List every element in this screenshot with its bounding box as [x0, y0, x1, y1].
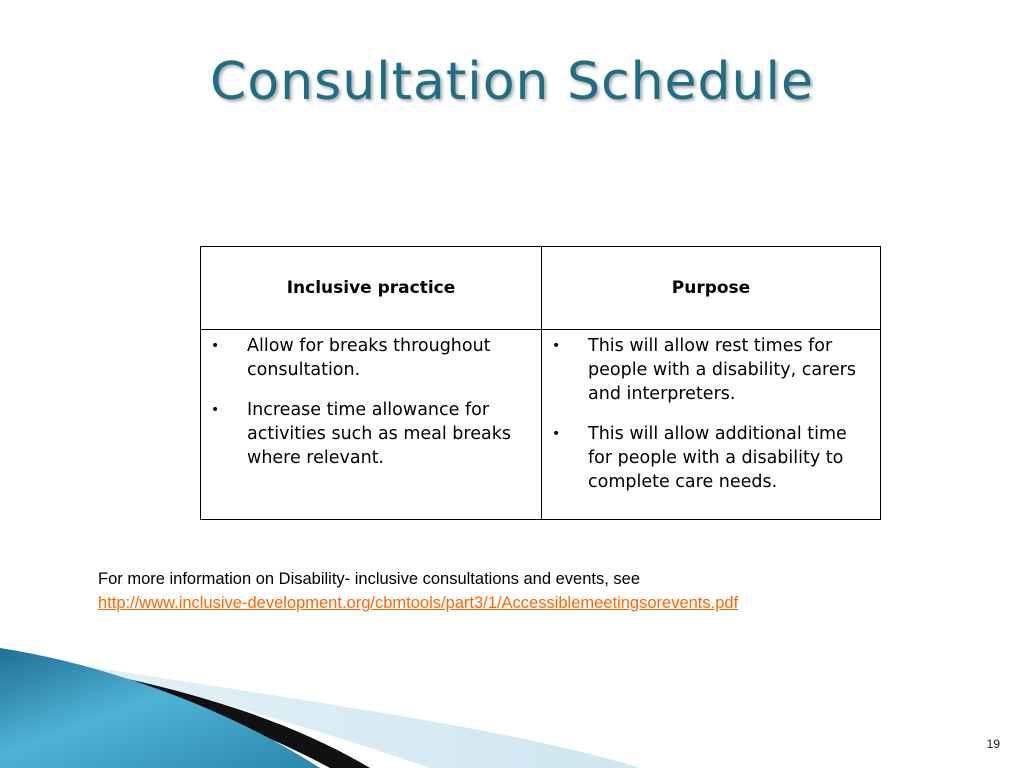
page-number: 19	[986, 737, 1000, 751]
list-item	[205, 334, 537, 382]
practice-list	[205, 334, 537, 470]
decorative-swoosh	[0, 640, 1024, 768]
purpose-list	[546, 334, 876, 494]
list-item	[546, 334, 876, 406]
consultation-table	[200, 246, 881, 520]
list-item	[205, 398, 537, 470]
bullet-icon: •	[211, 402, 220, 418]
more-info-text: For more information on Disability- inclusive consultations and events, see	[98, 570, 641, 588]
purpose-item-rest-times: This will allow rest times for people with a disability, carers and interpreters.	[588, 336, 856, 404]
slide-title: Consultation Schedule	[210, 52, 814, 112]
practice-item-breaks: Allow for breaks throughout consultation.	[247, 336, 491, 380]
practice-cell	[201, 330, 542, 520]
bullet-icon: •	[211, 338, 220, 354]
header-purpose: Purpose	[542, 247, 881, 330]
table-row	[201, 330, 881, 520]
table-header-row	[201, 247, 881, 330]
bullet-icon: •	[552, 338, 561, 354]
list-item	[546, 422, 876, 494]
resource-link[interactable]: http://www.inclusive-development.org/cbmtools/part3/1/Accessiblemeetingsorevents.pdf	[98, 594, 739, 612]
purpose-cell	[542, 330, 881, 520]
header-inclusive-practice: Inclusive practice	[201, 247, 542, 330]
bullet-icon: •	[552, 426, 561, 442]
purpose-item-additional-time: This will allow additional time for people with a disability to complete care needs.	[588, 424, 847, 492]
more-info-note	[98, 567, 738, 615]
practice-item-time-allowance: Increase time allowance for activities such as meal breaks where relevant.	[247, 400, 511, 468]
